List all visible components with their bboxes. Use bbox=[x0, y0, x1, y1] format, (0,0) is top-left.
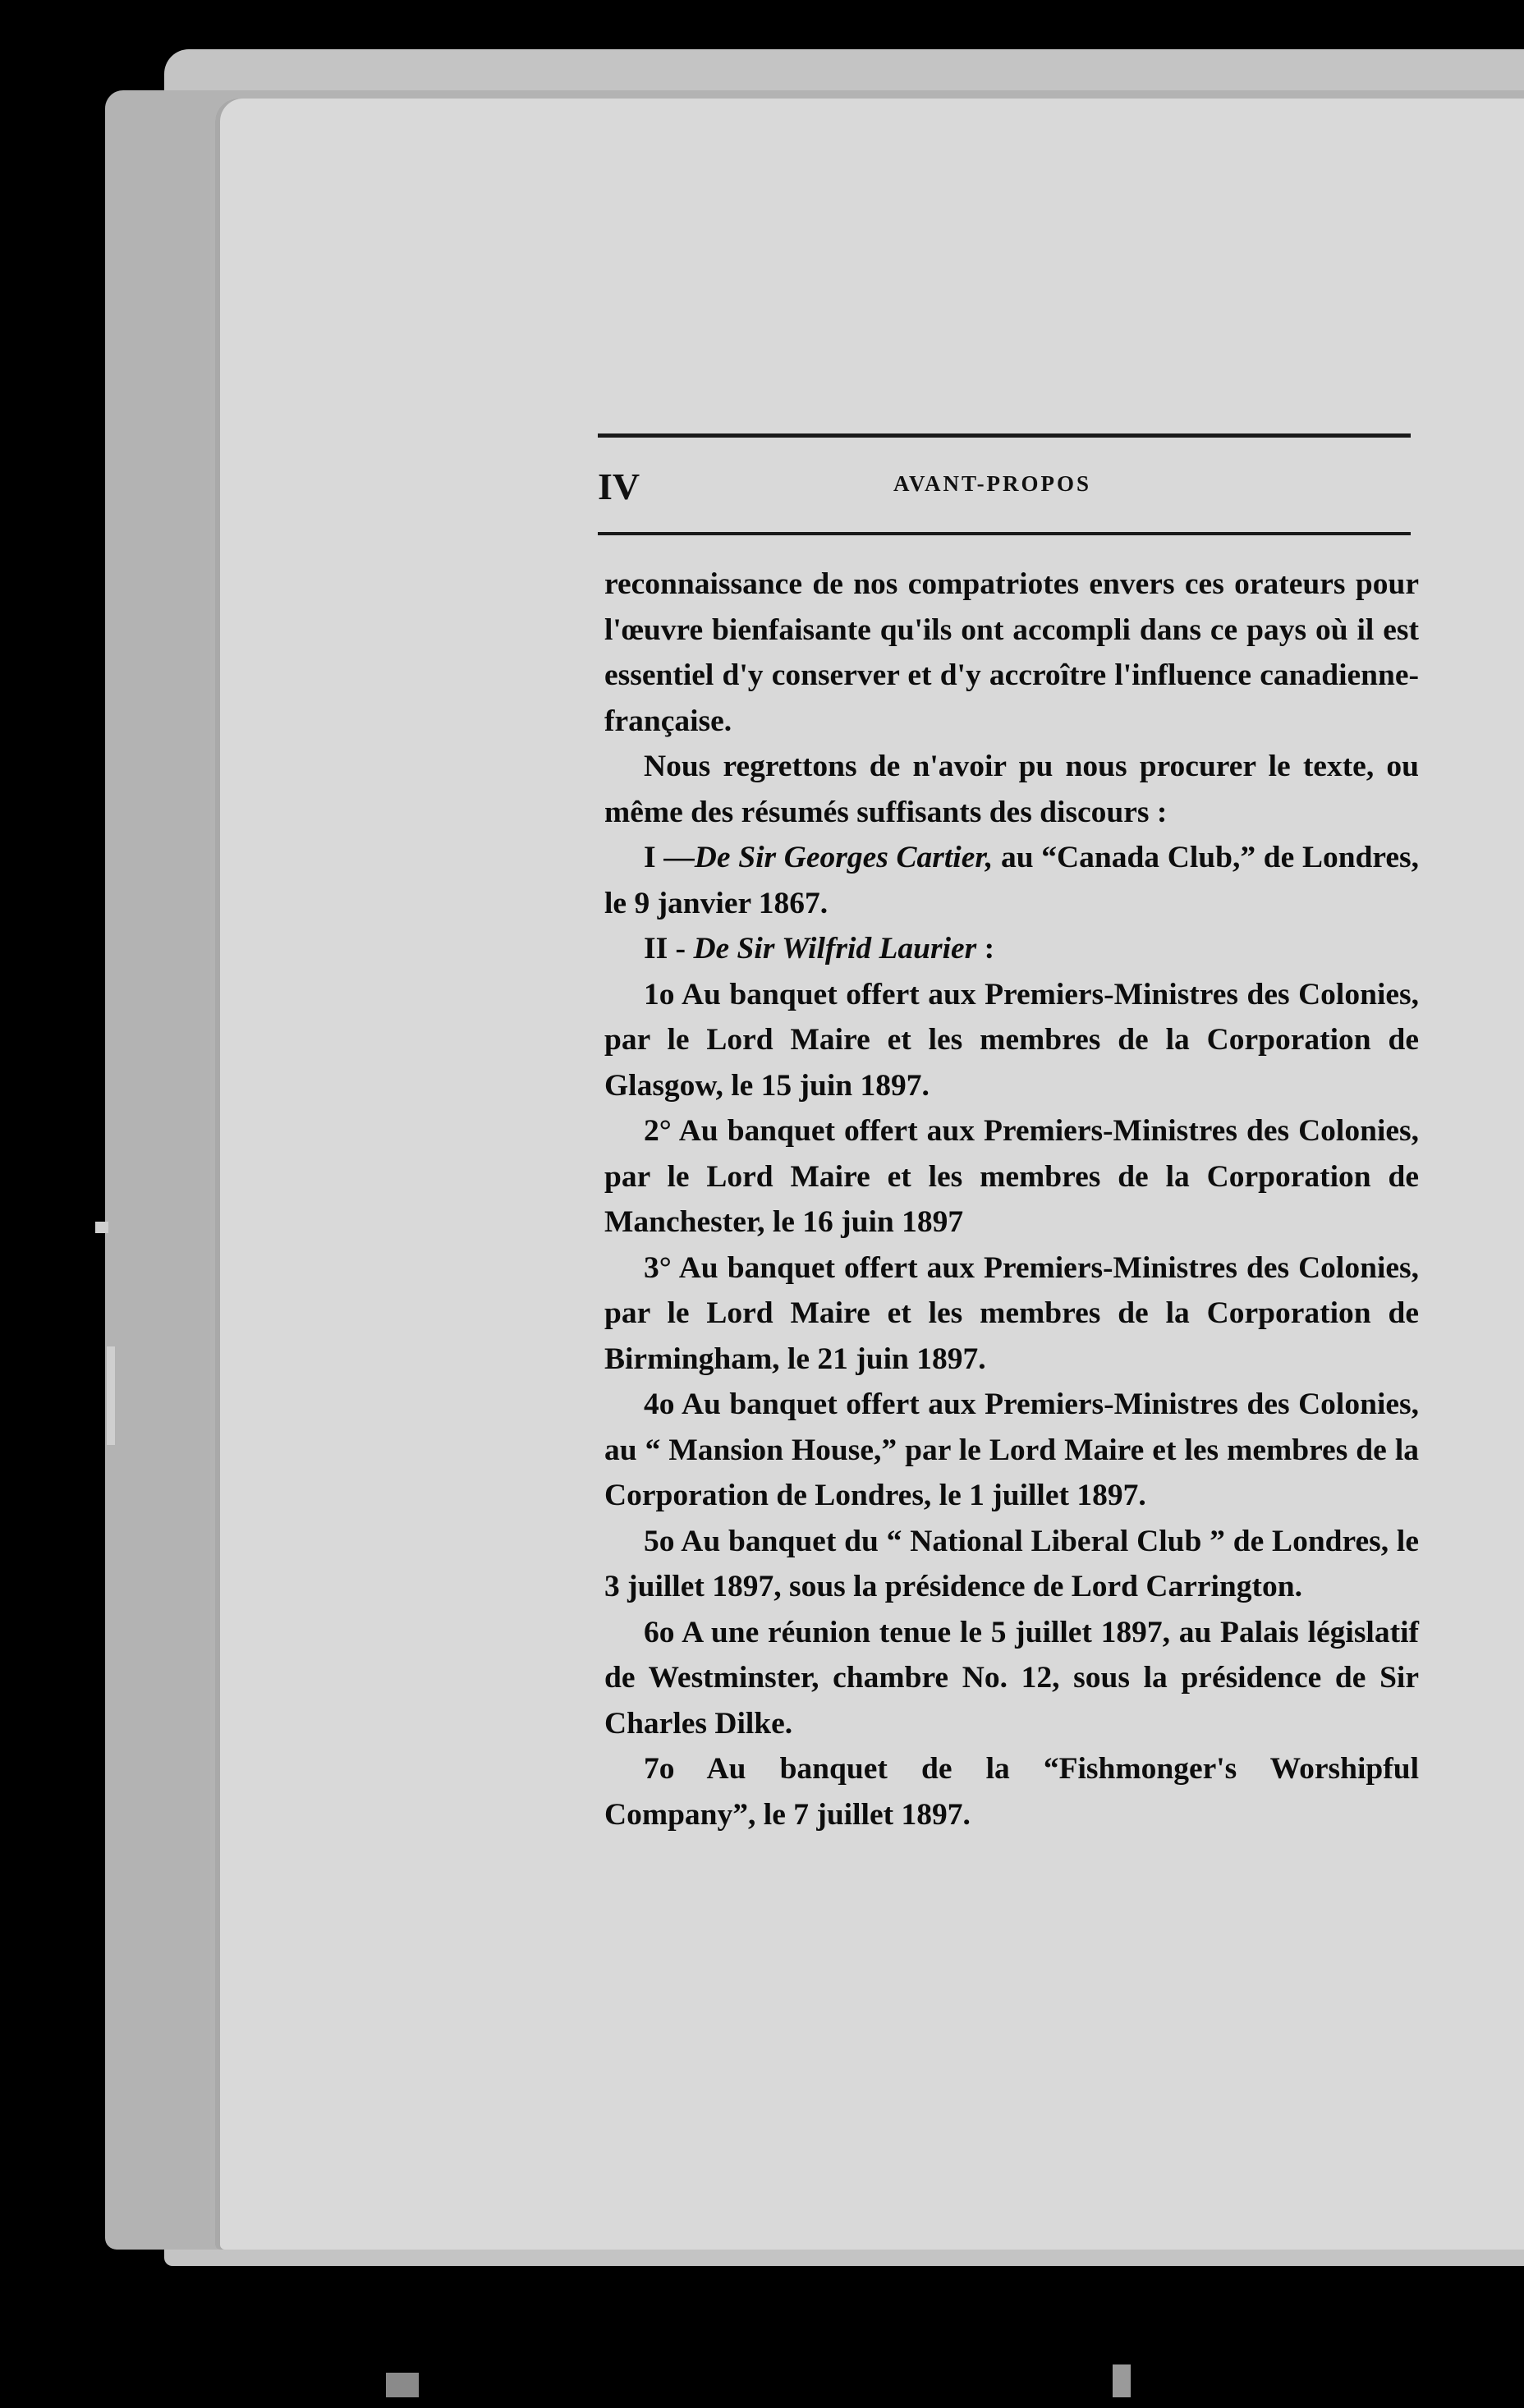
paragraph-intro: Nous regrettons de n'avoir pu nous procurer le texte, ou même des résumés suffisants des discours : bbox=[604, 750, 1419, 829]
running-title: AVANT-PROPOS bbox=[893, 471, 1092, 496]
scan-speck bbox=[95, 1222, 108, 1233]
item-number: II - bbox=[644, 932, 694, 965]
scan-speck bbox=[107, 1346, 115, 1445]
paragraph-continuation: reconnaissance de nos compatriotes envers ces orateurs pour l'œuvre bienfaisante qu'ils ont accompli dans ce pays où il est essentiel d'y conserver et d'y accroître l'influence canadienne-française. bbox=[604, 567, 1419, 738]
scan-speck bbox=[1113, 2364, 1131, 2397]
item-text: : bbox=[976, 932, 995, 965]
speaker-name: De Sir Wilfrid Laurier bbox=[693, 932, 977, 965]
sub-item-london: 4o Au banquet offert aux Premiers-Ministres des Colonies, au “ Mansion House,” par le Lord Maire et les membres de la Corporation de Londres, le 1 juillet 1897. bbox=[604, 1387, 1419, 1512]
header-rule-top bbox=[598, 433, 1411, 438]
sub-item-westminster: 6o A une réunion tenue le 5 juillet 1897, au Palais législatif de Westminster, chambre No. 12, sous la présidence de Sir Charles Dilke. bbox=[604, 1615, 1419, 1741]
sub-item-birmingham: 3° Au banquet offert aux Premiers-Ministres des Colonies, par le Lord Maire et les membres de la Corporation de Birmingham, le 21 juin 1897. bbox=[604, 1250, 1419, 1376]
item-text: au “Canada Club,” de Londres, le 9 janvier 1867. bbox=[604, 841, 1420, 920]
sub-item-fishmongers: 7o Au banquet de la “Fishmonger's Worshipful Company”, le 7 juillet 1897. bbox=[604, 1752, 1419, 1832]
list-item-cartier bbox=[604, 835, 1419, 926]
sub-item-manchester: 2° Au banquet offert aux Premiers-Ministres des Colonies, par le Lord Maire et les membres de la Corporation de Manchester, le 16 juin 1897 bbox=[604, 1114, 1419, 1239]
page-text bbox=[604, 562, 1419, 1837]
sub-item-liberal-club: 5o Au banquet du “ National Liberal Club ” de Londres, le 3 juillet 1897, sous la présidence de Lord Carrington. bbox=[604, 1524, 1419, 1603]
list-item-laurier bbox=[604, 926, 1419, 972]
page-number: IV bbox=[598, 466, 640, 507]
speaker-name: De Sir Georges Cartier, bbox=[694, 841, 994, 874]
sub-item-glasgow: 1o Au banquet offert aux Premiers-Ministres des Colonies, par le Lord Maire et les membres de la Corporation de Glasgow, le 15 juin 1897. bbox=[604, 977, 1419, 1103]
header-rule-bottom bbox=[598, 532, 1411, 535]
scan-speck bbox=[386, 2373, 419, 2397]
item-number: I — bbox=[644, 841, 695, 874]
